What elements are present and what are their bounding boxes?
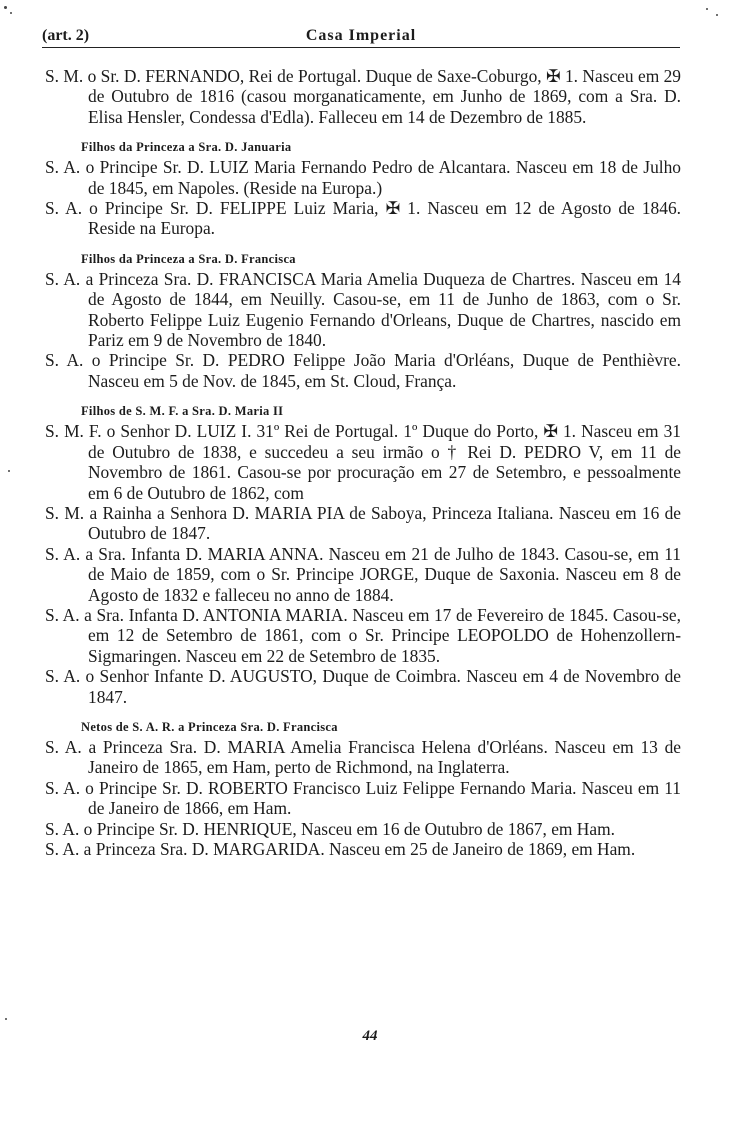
page-number: 44: [362, 1028, 378, 1044]
genealogy-entry: S. A. a Princeza Sra. D. MARGARIDA. Nasceu em 25 de Janeiro de 1869, em Ham.: [45, 839, 636, 859]
section-heading: Netos de S. A. R. a Princeza Sra. D. Francisca: [81, 719, 338, 734]
entries-list: [45, 66, 681, 859]
page-title: Casa Imperial: [305, 27, 417, 44]
genealogy-entry: S. A. o Principe Sr. D. HENRIQUE, Nasceu em 16 de Outubro de 1867, em Ham.: [45, 818, 615, 839]
section-heading: Filhos da Princeza a Sra. D. Januaria: [81, 140, 292, 155]
article-reference: (art. 2): [42, 27, 90, 44]
genealogy-entry: S. A. o Principe Sr. D. PEDRO Felippe João Maria d'Orléans, Duque de Penthièvre. Nasceu em 5 de Nov. de 1845, em St. Cloud, França.: [45, 350, 681, 391]
genealogy-entry: S. M. F. o Senhor D. LUIZ I. 31º Rei de Portugal. 1º Duque do Porto, ✠ 1. Nasceu em 31 de Outubro de 1838, e succedeu a seu irmão o † Rei D. PEDRO V, em 11 de Novembro de 1861. Casou-se por procuração em 27 de Setembro, e pessoalmente em 6 de Outubro de 1862, com: [45, 421, 681, 503]
genealogy-entry: S. A. a Princeza Sra. D. MARIA Amelia Francisca Helena d'Orléans. Nasceu em 13 de Janeiro de 1865, em Ham, perto de Richmond, na Inglaterra.: [45, 736, 681, 778]
genealogy-entry: S. M. o Sr. D. FERNANDO, Rei de Portugal. Duque de Saxe-Coburgo, ✠ 1. Nasceu em 29 de Outubro de 1816 (casou morganaticamente, em Junho de 1869, com a Sra. D. Elisa Hensler, Condessa d'Edla). Falleceu em 14 de Dezembro de 1885.: [45, 66, 681, 127]
scan-speck: [8, 470, 10, 472]
scan-speck: [716, 14, 718, 16]
section-heading: Filhos de S. M. F. a Sra. D. Maria II: [81, 404, 284, 419]
running-header: [42, 25, 680, 48]
genealogy-entry: S. M. a Rainha a Senhora D. MARIA PIA de Saboya, Princeza Italiana. Nasceu em 16 de Outubro de 1847.: [45, 502, 681, 544]
scan-speck: [5, 1018, 7, 1020]
genealogy-entry: S. A. o Senhor Infante D. AUGUSTO, Duque de Coimbra. Nasceu em 4 de Novembro de 1847.: [45, 666, 681, 707]
scan-speck: [4, 6, 7, 9]
genealogy-entry: S. A. a Princeza Sra. D. FRANCISCA Maria Amelia Duqueza de Chartres. Nasceu em 14 de Agosto de 1844, em Neuilly. Casou-se, em 11 de Junho de 1863, com o Sr. Roberto Felippe Luiz Eugenio Fernando d'Orleans, Duque de Chartres, nascido em Pariz em 9 de Novembro de 1840.: [45, 268, 681, 351]
genealogy-entry: S. A. o Principe Sr. D. ROBERTO Francisco Luiz Felippe Fernando Maria. Nasceu em 11 de Janeiro de 1866, em Ham.: [45, 777, 681, 819]
genealogy-entry: S. A. a Sra. Infanta D. ANTONIA MARIA. Nasceu em 17 de Fevereiro de 1845. Casou-se, em 12 de Setembro de 1861, com o Sr. Principe LEOPOLDO de Hohenzollern-Sigmaringen. Nasceu em 22 de Setembro de 1835.: [45, 604, 681, 666]
section-heading: Filhos da Princeza a Sra. D. Francisca: [81, 251, 296, 266]
genealogy-entry: S. A. o Principe Sr. D. LUIZ Maria Fernando Pedro de Alcantara. Nasceu em 18 de Julho de 1845, em Napoles. (Reside na Europa.): [45, 157, 681, 198]
scan-speck: [706, 8, 708, 10]
scan-speck: [10, 12, 12, 14]
genealogy-entry: S. A. a Sra. Infanta D. MARIA ANNA. Nasceu em 21 de Julho de 1843. Casou-se, em 11 de Maio de 1859, com o Sr. Principe JORGE, Duque de Saxonia. Nasceu em 8 de Agosto de 1832 e falleceu no anno de 1884.: [45, 543, 681, 605]
genealogy-entry: S. A. o Principe Sr. D. FELIPPE Luiz Maria, ✠ 1. Nasceu em 12 de Agosto de 1846. Reside na Europa.: [45, 198, 681, 239]
